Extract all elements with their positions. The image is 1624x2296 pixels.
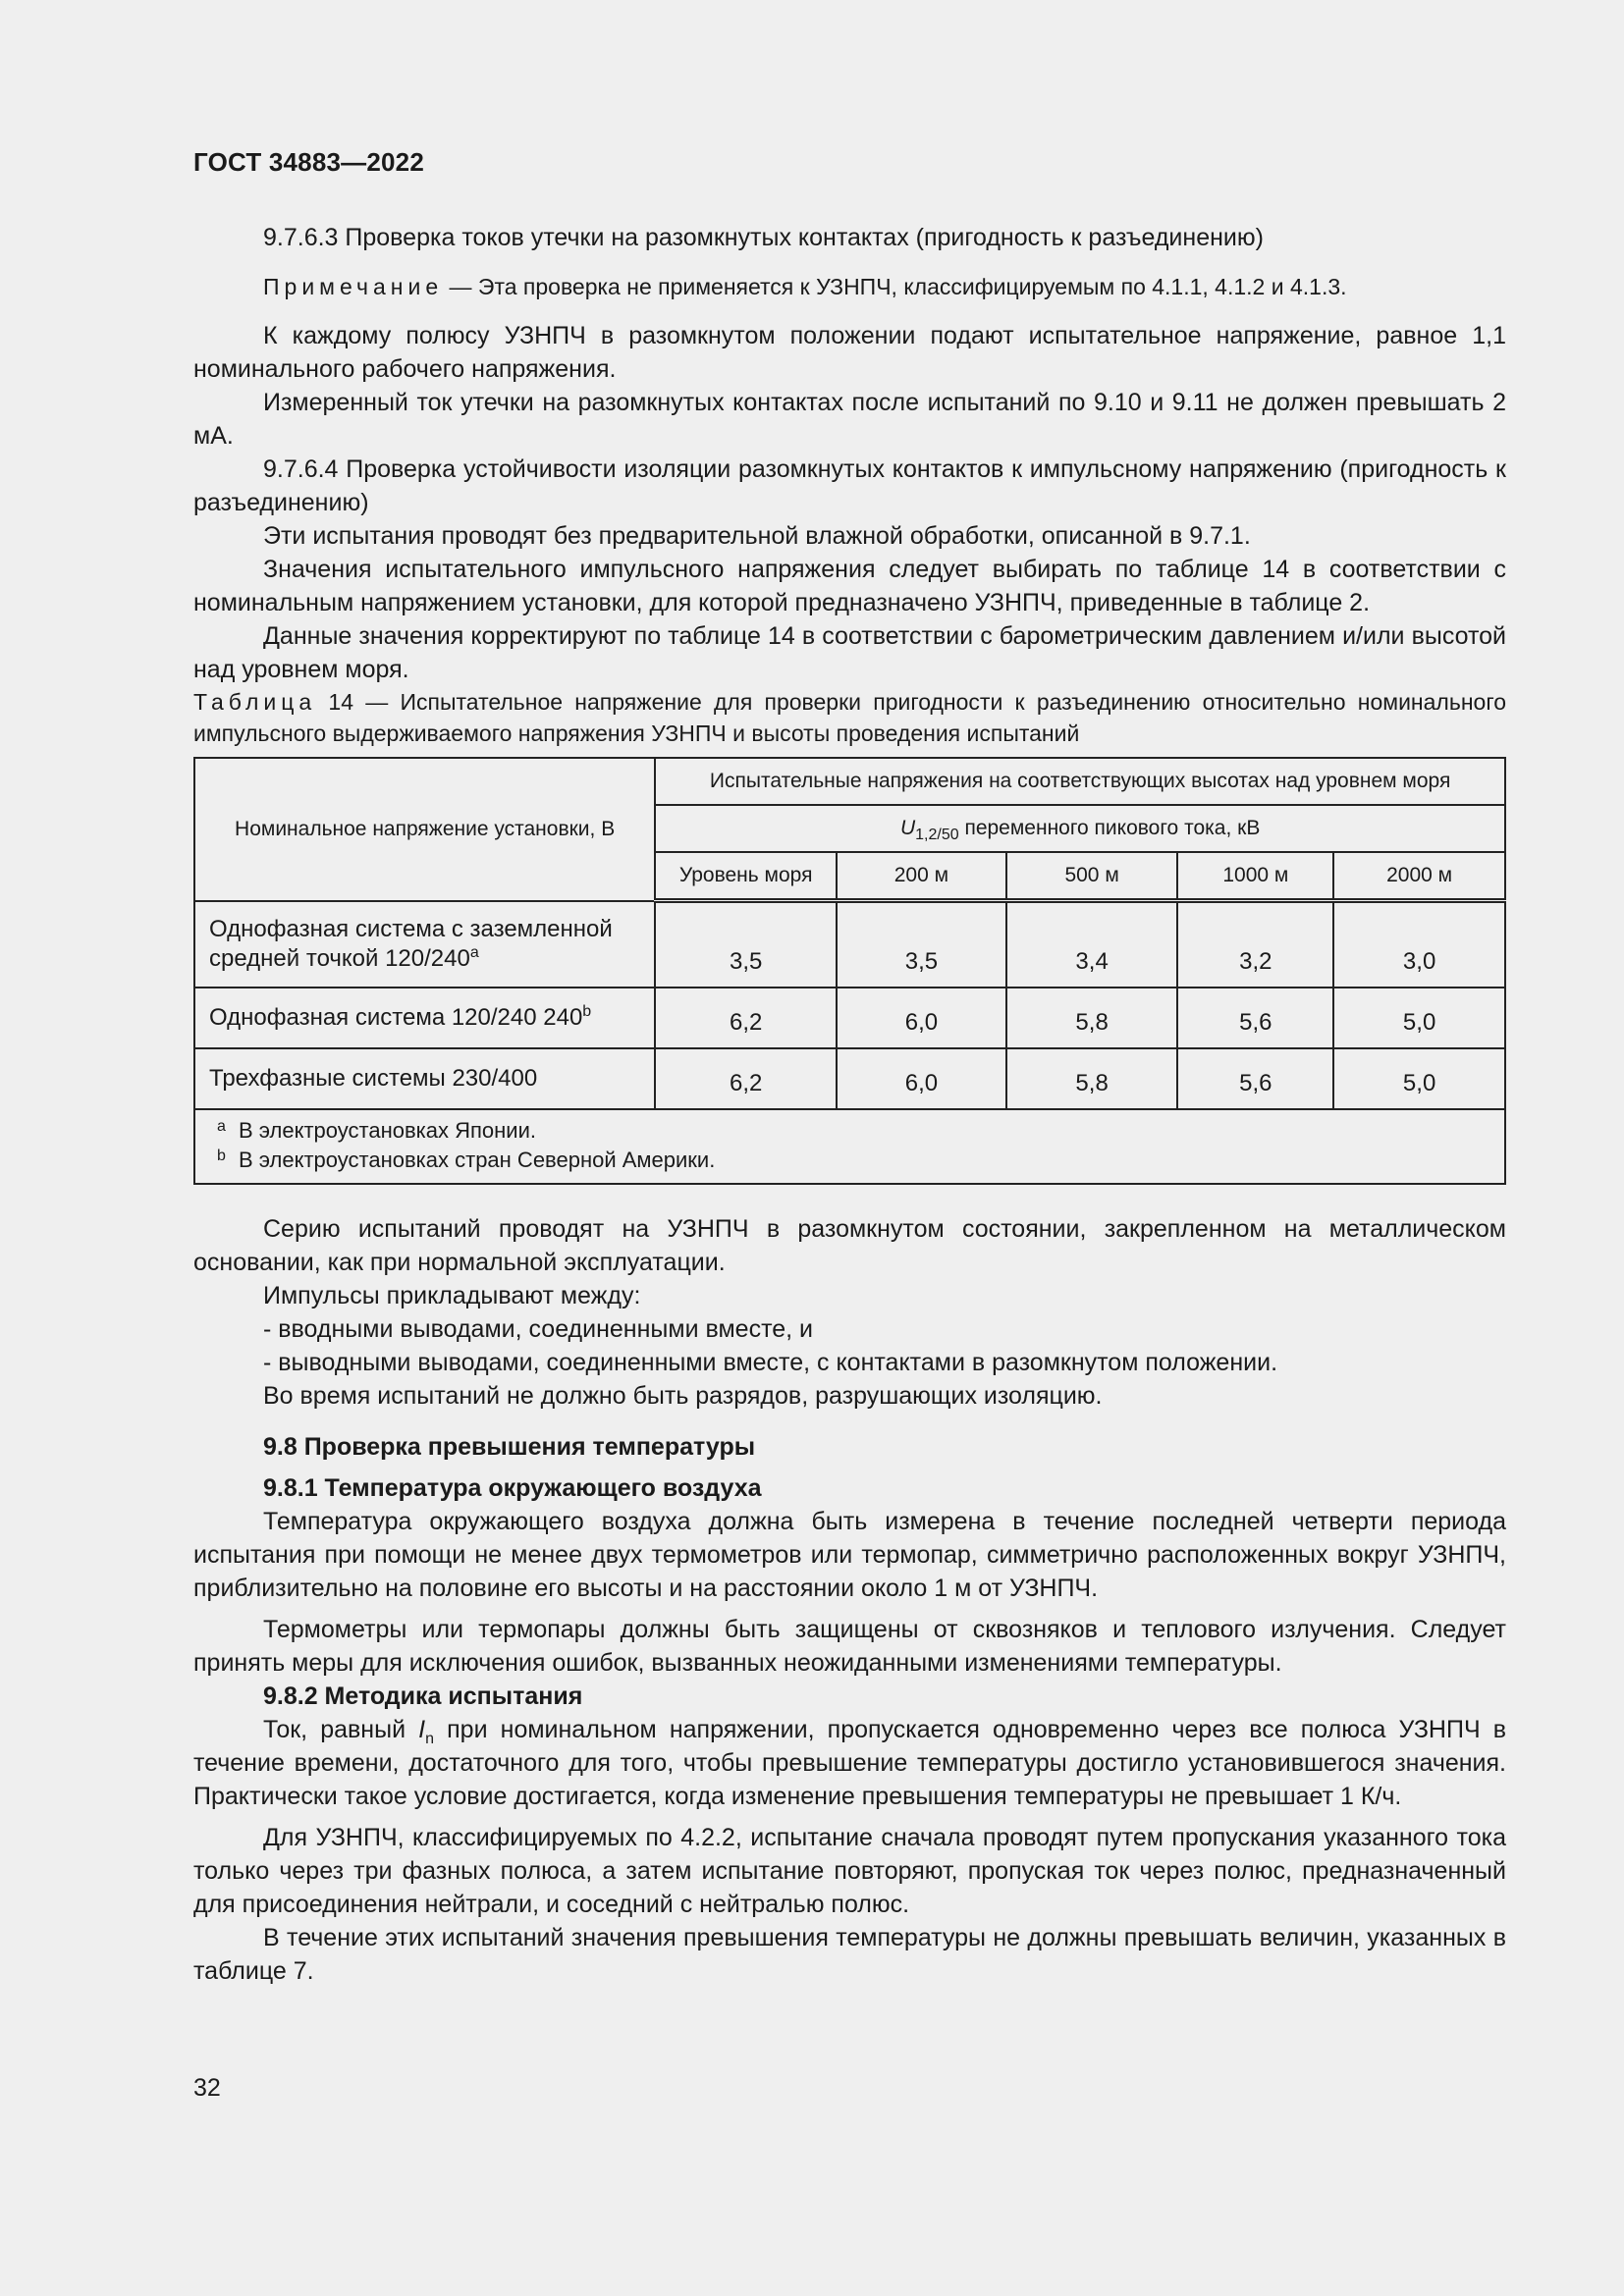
list-item: - вводными выводами, соединенными вместе, и <box>263 1314 814 1343</box>
clause-9764-paragraph-1: Эти испытания проводят без предварительной влажной обработки, описанной в 9.7.1. <box>263 522 1251 550</box>
table-row <box>194 988 1505 1048</box>
table-cell: 5,6 <box>1177 1048 1333 1109</box>
table-column-header: 1000 м <box>1177 852 1333 901</box>
page-content <box>193 221 1506 1988</box>
clause-9763-title: 9.7.6.3 Проверка токов утечки на разомкнутых контактах (пригодность к разъединению) <box>263 224 1264 251</box>
after-table-paragraph-1: Серию испытаний проводят на УЗНПЧ в разомкнутом состоянии, закрепленном на металлическом основании, как при нормальной эксплуатации. <box>193 1214 1506 1276</box>
table-cell: 5,8 <box>1006 1048 1178 1109</box>
table-column-header: 2000 м <box>1333 852 1505 901</box>
table-cell: 6,2 <box>655 1048 837 1109</box>
section-98-title: 9.8 Проверка превышения температуры <box>263 1432 756 1461</box>
table-cell: 5,0 <box>1333 1048 1505 1109</box>
section-981-title: 9.8.1 Температура окружающего воздуха <box>263 1473 762 1502</box>
table-cell: 6,0 <box>837 1048 1006 1109</box>
clause-9764-paragraph-2: Значения испытательного импульсного напряжения следует выбирать по таблице 14 в соответствии с номинальным напряжением установки, для которой предназначено УЗНПЧ, приведенные в таблице 2. <box>193 556 1506 616</box>
table-row-label: Однофазная система 120/240 240$^b$ <box>194 988 655 1048</box>
clause-9764-paragraph-3: Данные значения корректируют по таблице 14 в соответствии с барометрическим давлением и/или высотой над уровнем моря. <box>193 622 1506 683</box>
section-981-paragraph-2: Термометры или термопары должны быть защищены от сквозняков и теплового излучения. Следует принять меры для исключения ошибок, вызванных неожиданными изменениями температуры. <box>193 1615 1506 1677</box>
footnote-text: В электроустановках Японии. <box>239 1117 536 1143</box>
current-symbol: I <box>418 1715 426 1743</box>
footnote-ref: a <box>469 943 479 961</box>
page-number: 32 <box>193 2074 221 2102</box>
section-981-paragraph-1: Температура окружающего воздуха должна быть измерена в течение последней четверти периода испытания при помощи не менее двух термометров или термопар, симметрично расположенных вокруг УЗНПЧ, приблизительно на половине его высоты и на расстоянии около 1 м от УЗНПЧ. <box>193 1507 1506 1602</box>
footnote-ref: b <box>582 1002 592 1020</box>
table-14 <box>193 757 1506 1185</box>
table-caption-text: 14 — Испытательное напряжение для проверки пригодности к разъединению относительно номинального импульсного выдерживаемого напряжения УЗНПЧ и высоты проведения испытаний <box>193 689 1506 746</box>
voltage-index: 1,2/50 <box>915 827 959 844</box>
table-column-header: 500 м <box>1006 852 1178 901</box>
table-cell: 5,8 <box>1006 988 1178 1048</box>
footnote-mark: a <box>217 1117 226 1135</box>
table-caption-label: Таблица <box>193 689 317 715</box>
table-cell: 3,0 <box>1333 901 1505 988</box>
footnote <box>217 1146 1490 1175</box>
table-cell: 3,5 <box>655 901 837 988</box>
section-982-paragraph-1: Ток, равный $I_n$ при номинальном напряжении, пропускается одновременно через все полюса УЗНПЧ в течение времени, достаточного для того, чтобы превышение температуры достигло установившегося значения. Практически такое условие достигается, когда изменение превышения температуры не превышает 1 К/ч. <box>193 1715 1507 1810</box>
table-head-test-voltages: Испытательные напряжения на соответствующих высотах над уровнем моря <box>655 758 1505 805</box>
voltage-unit-text: переменного пикового тока, кВ <box>958 817 1261 839</box>
clause-9763-paragraph-1: К каждому полюсу УЗНПЧ в разомкнутом положении подают испытательное напряжение, равное 1,1 номинального рабочего напряжения. <box>193 322 1506 383</box>
document-header: ГОСТ 34883—2022 <box>193 147 424 177</box>
note-text: — Эта проверка не применяется к УЗНПЧ, классифицируемым по 4.1.1, 4.1.2 и 4.1.3. <box>443 274 1347 299</box>
table-row <box>194 1048 1505 1109</box>
table-row-label: Однофазная система с заземленной средней точкой 120/240$^a$ <box>194 901 655 988</box>
section-982-paragraph-3: В течение этих испытаний значения превышения температуры не должны превышать величин, указанных в таблице 7. <box>193 1923 1506 1985</box>
table-cell: 3,2 <box>1177 901 1333 988</box>
clause-9763-paragraph-2: Измеренный ток утечки на разомкнутых контактах после испытаний по 9.10 и 9.11 не должен превышать 2 мА. <box>193 389 1506 450</box>
table-head-impulse-voltage <box>655 805 1505 852</box>
after-table-paragraph-3: Во время испытаний не должно быть разрядов, разрушающих изоляцию. <box>263 1381 1103 1410</box>
clause-9764-title: 9.7.6.4 Проверка устойчивости изоляции разомкнутых контактов к импульсному напряжению (пригодность к разъединению) <box>193 455 1506 516</box>
section-982-title: 9.8.2 Методика испытания <box>263 1682 583 1710</box>
table-row <box>194 901 1505 988</box>
table-cell: 3,5 <box>837 901 1006 988</box>
table-footnotes-row <box>194 1109 1505 1184</box>
table-cell: 5,6 <box>1177 988 1333 1048</box>
clause-9763-note <box>193 270 1506 303</box>
footnote <box>217 1116 1490 1146</box>
table-cell: 5,0 <box>1333 988 1505 1048</box>
table-head-installation-voltage: Номинальное напряжение установки, В <box>194 758 655 901</box>
section-982-paragraph-2: Для УЗНПЧ, классифицируемых по 4.2.2, испытание сначала проводят путем пропускания указанного тока только через три фазных полюса, а затем испытание повторяют, пропуская ток через полюс, предназначенный для присоединения нейтрали, и соседний с нейтралью полюс. <box>193 1823 1506 1918</box>
table-footnotes <box>194 1109 1505 1184</box>
table-column-header: Уровень моря <box>655 852 837 901</box>
table-14-caption <box>193 686 1506 749</box>
current-index: n <box>425 1730 435 1747</box>
table-row-label: Трехфазные системы 230/400 <box>194 1048 655 1109</box>
note-label: Примечание <box>263 274 444 299</box>
table-cell: 6,0 <box>837 988 1006 1048</box>
voltage-symbol: U <box>899 817 916 839</box>
after-table-paragraph-2: Импульсы прикладывают между: <box>263 1281 641 1309</box>
table-cell: 3,4 <box>1006 901 1178 988</box>
table-column-header: 200 м <box>837 852 1006 901</box>
table-cell: 6,2 <box>655 988 837 1048</box>
list-item: - выводными выводами, соединенными вместе, с контактами в разомкнутом положении. <box>263 1348 1278 1376</box>
footnote-text: В электроустановках стран Северной Америки. <box>239 1147 716 1172</box>
footnote-mark: b <box>217 1147 226 1164</box>
